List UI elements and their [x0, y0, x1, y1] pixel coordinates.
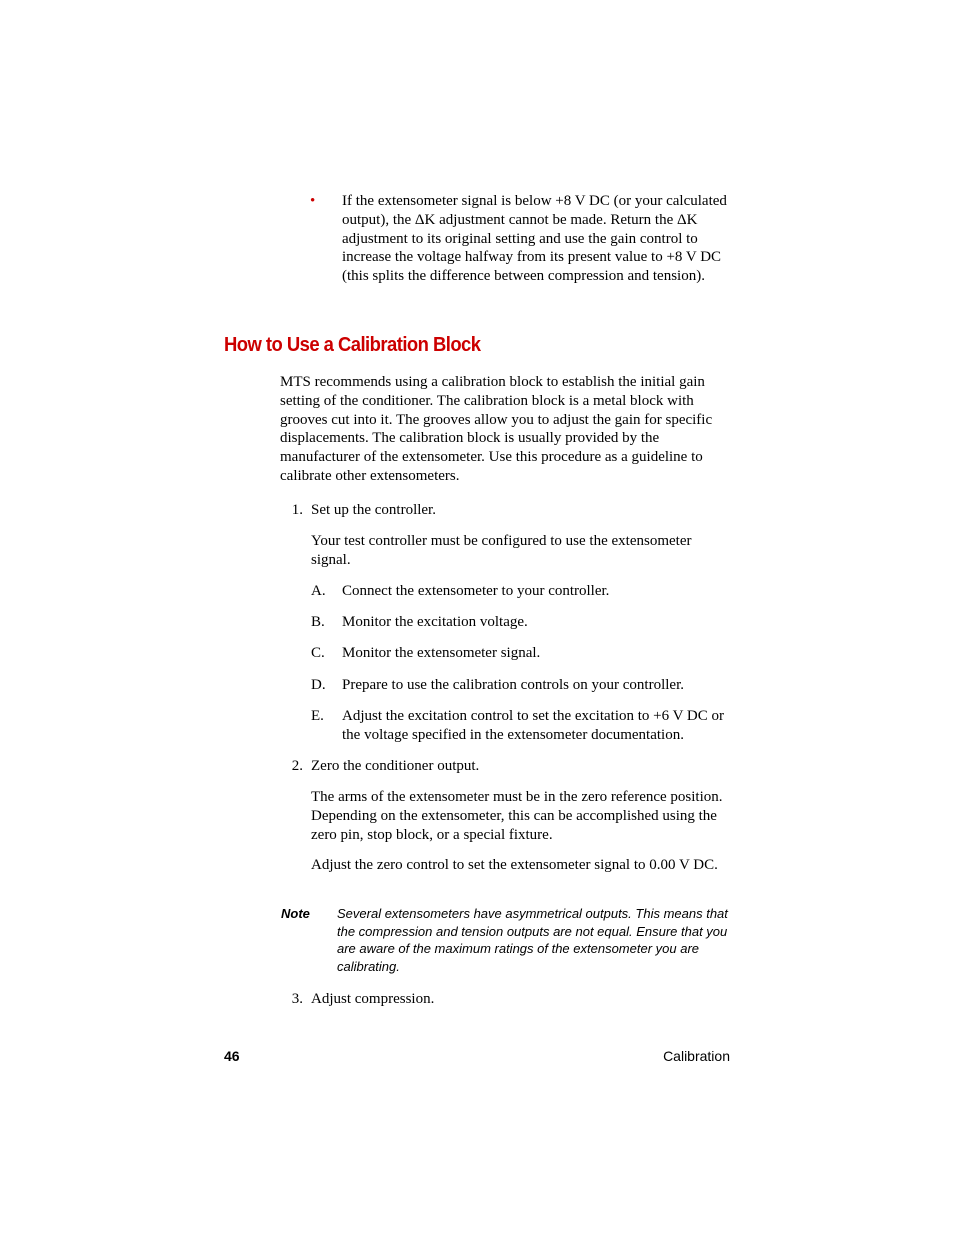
bullet-marker: • [310, 193, 316, 209]
note-label: Note [281, 906, 310, 921]
substep-d-letter: D. [311, 677, 326, 693]
page-number: 46 [224, 1048, 240, 1064]
substep-a-text: Connect the extensometer to your controller. [342, 583, 610, 599]
substep-b-letter: B. [311, 614, 325, 630]
substep-e-text: Adjust the excitation control to set the excitation to +6 V DC or the voltage specified in the extensometer documentation. [342, 708, 725, 743]
section-heading: How to Use a Calibration Block [224, 333, 481, 356]
substep-c-letter: C. [311, 645, 325, 661]
step-2-detail-2: Adjust the zero control to set the extensometer signal to 0.00 V DC. [311, 857, 718, 873]
note-text: Several extensometers have asymmetrical outputs. This means that the compression and tension outputs are not equal. Ensure that you are aware of the maximum ratings of the extensometer you are calibrating. [337, 906, 728, 974]
substep-d-text: Prepare to use the calibration controls on your controller. [342, 677, 684, 693]
step-2-number: 2. [291, 758, 303, 774]
step-3-number: 3. [291, 991, 303, 1007]
intro-paragraph: MTS recommends using a calibration block to establish the initial gain setting of the conditioner. The calibration block is a metal block with grooves cut into it. The grooves allow you to adjust the gain for specific displacements. The calibration block is usually provided by the manufacturer of the extensometer. Use this procedure as a guideline to calibrate other extensometers. [280, 374, 713, 484]
footer-section-name: Calibration [663, 1048, 730, 1064]
substep-c-text: Monitor the extensometer signal. [342, 645, 541, 661]
substep-e-letter: E. [311, 708, 324, 724]
bullet-paragraph: If the extensometer signal is below +8 V DC (or your calculated output), the ΔK adjustment cannot be made. Return the ΔK adjustment to its original setting and use the gain control to increase the voltage halfway from its present value to +8 V DC (this splits the difference between compression and tension). [342, 193, 727, 285]
substep-b-text: Monitor the excitation voltage. [342, 614, 528, 630]
step-1-detail: Your test controller must be configured to use the extensometer signal. [311, 533, 692, 568]
step-2-detail-1: The arms of the extensometer must be in the zero reference position. Depending on the extensometer, this can be accomplished using the zero pin, stop block, or a special fixture. [311, 789, 723, 843]
substep-a-letter: A. [311, 583, 326, 599]
step-2-text: Zero the conditioner output. [311, 758, 480, 774]
step-1-number: 1. [291, 502, 303, 518]
step-1-text: Set up the controller. [311, 502, 436, 518]
step-3-text: Adjust compression. [311, 991, 435, 1007]
